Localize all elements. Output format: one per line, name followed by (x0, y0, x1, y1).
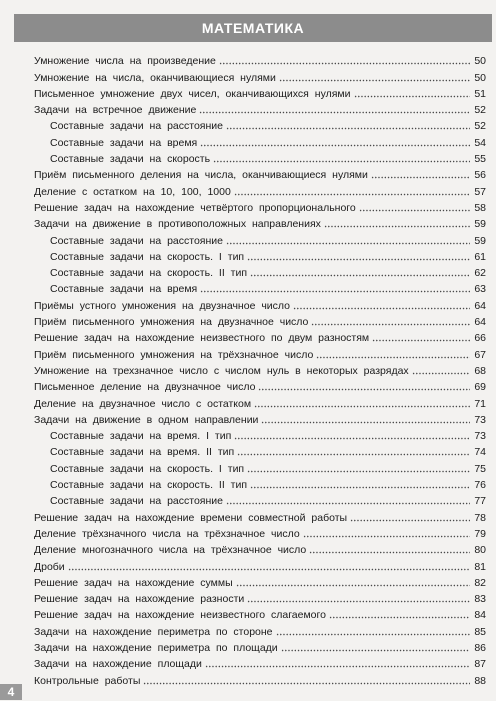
dot-leader (226, 127, 470, 130)
toc-entry (34, 671, 486, 687)
dot-leader (350, 519, 470, 522)
dot-leader (309, 551, 470, 554)
toc-entry-title: Письменное умножение двух чисел, оканчивающихся нулями (34, 87, 351, 100)
toc-entry (34, 492, 486, 508)
dot-leader (234, 193, 470, 196)
table-of-contents (34, 52, 486, 688)
toc-entry (34, 296, 486, 312)
toc-entry (34, 606, 486, 622)
toc-entry-title: Решение задач на нахождение суммы (34, 576, 233, 589)
toc-entry-title: Умножение на числа, оканчивающиеся нулями (34, 71, 276, 84)
toc-entry (34, 101, 486, 117)
dot-leader (276, 633, 470, 636)
toc-entry-title: Приём письменного умножения на двузначное число (34, 316, 309, 329)
toc-entry (34, 378, 486, 394)
toc-entry-title: Составные задачи на скорость. II тип (50, 267, 248, 280)
toc-entry-title: Составные задачи на скорость. II тип (50, 479, 248, 492)
toc-entry-page: 85 (474, 625, 486, 638)
dot-leader (199, 111, 470, 114)
toc-entry-page: 52 (474, 120, 486, 133)
toc-entry (34, 362, 486, 378)
dot-leader (359, 209, 470, 212)
toc-entry-title: Деление многозначного числа на трёхзначное число (34, 544, 307, 557)
toc-entry (34, 345, 486, 361)
toc-entry-page: 84 (474, 609, 486, 622)
toc-entry-page: 64 (474, 316, 486, 329)
toc-entry-page: 86 (474, 641, 486, 654)
toc-entry-title: Составные задачи на скорость. I тип (50, 462, 245, 475)
toc-entry-title: Умножение на трехзначное число с числом нуль в некоторых разрядах (34, 364, 409, 377)
toc-entry-page: 83 (474, 593, 486, 606)
dot-leader (261, 421, 470, 424)
toc-entry-title: Задачи на движение в одном направлении (34, 413, 259, 426)
toc-entry-page: 79 (474, 527, 486, 540)
toc-entry-page: 77 (474, 495, 486, 508)
toc-entry-title: Деление трёхзначного числа на трёхзначное число (34, 527, 300, 540)
toc-entry-page: 71 (474, 397, 486, 410)
dot-leader (247, 470, 470, 473)
toc-entry-title: Приём письменного деления на числа, оканчивающиеся нулями (34, 169, 368, 182)
dot-leader (247, 258, 470, 261)
toc-entry (34, 68, 486, 84)
toc-entry-title: Задачи на нахождение периметра по стороне (34, 625, 273, 638)
dot-leader (303, 535, 470, 538)
toc-entry-title: Составные задачи на время. II тип (50, 446, 235, 459)
dot-leader (316, 356, 470, 359)
toc-entry-page: 68 (474, 364, 486, 377)
toc-entry-page: 50 (474, 71, 486, 84)
toc-entry (34, 280, 486, 296)
dot-leader (226, 502, 470, 505)
dot-leader (205, 665, 470, 668)
toc-entry-page: 50 (474, 55, 486, 68)
toc-entry-title: Решение задач на нахождение времени совместной работы (34, 511, 348, 524)
dot-leader (247, 600, 470, 603)
toc-entry (34, 557, 486, 573)
page-number: 4 (0, 684, 22, 700)
toc-entry-page: 58 (474, 201, 486, 214)
toc-entry (34, 313, 486, 329)
toc-entry-title: Составные задачи на время. I тип (50, 430, 232, 443)
dot-leader (281, 649, 470, 652)
toc-entry (34, 117, 486, 133)
toc-entry-page: 51 (474, 87, 486, 100)
toc-entry (34, 459, 486, 475)
toc-entry-page: 88 (474, 674, 486, 687)
toc-entry (34, 231, 486, 247)
toc-entry-title: Задачи на встречное движение (34, 104, 197, 117)
toc-entry-page: 80 (474, 544, 486, 557)
dot-leader (236, 584, 470, 587)
toc-entry (34, 476, 486, 492)
toc-entry-page: 73 (474, 413, 486, 426)
toc-entry (34, 329, 486, 345)
dot-leader (250, 486, 470, 489)
toc-entry-title: Составные задачи на скорость. I тип (50, 250, 245, 263)
toc-entry-title: Приём письменного умножения на трёхзначное число (34, 348, 314, 361)
toc-entry-title: Задачи на движение в противоположных направлениях (34, 218, 321, 231)
toc-entry-title: Контрольные работы (34, 674, 141, 687)
toc-entry-page: 54 (474, 136, 486, 149)
toc-entry (34, 443, 486, 459)
toc-entry-page: 78 (474, 511, 486, 524)
toc-entry (34, 639, 486, 655)
toc-entry-page: 64 (474, 299, 486, 312)
dot-leader (258, 388, 470, 391)
toc-entry-page: 67 (474, 348, 486, 361)
toc-entry-title: Решение задач на нахождение разности (34, 593, 245, 606)
toc-entry (34, 590, 486, 606)
toc-entry (34, 133, 486, 149)
toc-entry-page: 63 (474, 283, 486, 296)
toc-entry-title: Составные задачи на время (50, 136, 198, 149)
dot-leader (237, 453, 470, 456)
toc-entry-title: Решение задач на нахождение неизвестного слагаемого (34, 609, 326, 622)
dot-leader (200, 144, 470, 147)
toc-entry (34, 52, 486, 68)
toc-entry-title: Деление на двузначное число с остатком (34, 397, 252, 410)
section-title: МАТЕМАТИКА (201, 20, 305, 36)
dot-leader (226, 242, 470, 245)
toc-entry (34, 150, 486, 166)
toc-entry-title: Решение задач на нахождение неизвестного по двум разностям (34, 332, 370, 345)
toc-entry-title: Составные задачи на расстояние (50, 234, 223, 247)
toc-entry-page: 76 (474, 479, 486, 492)
toc-entry-page: 82 (474, 576, 486, 589)
toc-entry (34, 264, 486, 280)
toc-entry-title: Дроби (34, 560, 65, 573)
toc-entry-title: Деление с остатком на 10, 100, 1000 (34, 185, 231, 198)
toc-entry-page: 69 (474, 381, 486, 394)
dot-leader (143, 682, 470, 685)
dot-leader (250, 274, 470, 277)
toc-entry (34, 215, 486, 231)
toc-entry-page: 52 (474, 104, 486, 117)
dot-leader (329, 616, 470, 619)
toc-entry-page: 74 (474, 446, 486, 459)
dot-leader (324, 225, 470, 228)
dot-leader (68, 568, 470, 571)
toc-entry-title: Составные задачи на расстояние (50, 120, 223, 133)
toc-entry (34, 394, 486, 410)
toc-entry-page: 57 (474, 185, 486, 198)
toc-entry-page: 73 (474, 430, 486, 443)
toc-entry-page: 59 (474, 218, 486, 231)
dot-leader (254, 405, 470, 408)
dot-leader (371, 176, 470, 179)
toc-entry-title: Задачи на нахождение площади (34, 658, 202, 671)
toc-entry-page: 55 (474, 153, 486, 166)
toc-entry-title: Составные задачи на расстояние (50, 495, 223, 508)
toc-entry (34, 166, 486, 182)
dot-leader (200, 290, 470, 293)
dot-leader (311, 323, 470, 326)
toc-entry-title: Задачи на нахождение периметра по площади (34, 641, 278, 654)
toc-entry-title: Составные задачи на скорость (50, 153, 211, 166)
dot-leader (213, 160, 470, 163)
dot-leader (412, 372, 470, 375)
toc-entry (34, 85, 486, 101)
toc-entry (34, 541, 486, 557)
toc-entry (34, 525, 486, 541)
dot-leader (219, 62, 470, 65)
dot-leader (234, 437, 470, 440)
toc-entry-page: 75 (474, 462, 486, 475)
toc-entry (34, 655, 486, 671)
toc-entry (34, 199, 486, 215)
toc-entry (34, 248, 486, 264)
dot-leader (279, 79, 470, 82)
dot-leader (354, 95, 471, 98)
toc-entry (34, 182, 486, 198)
toc-entry-title: Приёмы устного умножения на двузначное число (34, 299, 290, 312)
toc-entry-page: 66 (474, 332, 486, 345)
toc-entry-page: 87 (474, 658, 486, 671)
toc-entry-page: 56 (474, 169, 486, 182)
dot-leader (293, 307, 470, 310)
dot-leader (372, 339, 470, 342)
toc-entry-page: 59 (474, 234, 486, 247)
toc-entry (34, 574, 486, 590)
toc-entry-page: 81 (474, 560, 486, 573)
toc-entry-title: Решение задач на нахождение четвёртого пропорционального (34, 201, 356, 214)
toc-entry (34, 411, 486, 427)
toc-entry (34, 427, 486, 443)
toc-entry-title: Умножение числа на произведение (34, 55, 216, 68)
toc-entry-page: 61 (474, 250, 486, 263)
toc-entry-title: Письменное деление на двузначное число (34, 381, 256, 394)
toc-entry (34, 508, 486, 524)
toc-entry-page: 62 (474, 267, 486, 280)
toc-entry-title: Составные задачи на время (50, 283, 198, 296)
toc-entry (34, 622, 486, 638)
